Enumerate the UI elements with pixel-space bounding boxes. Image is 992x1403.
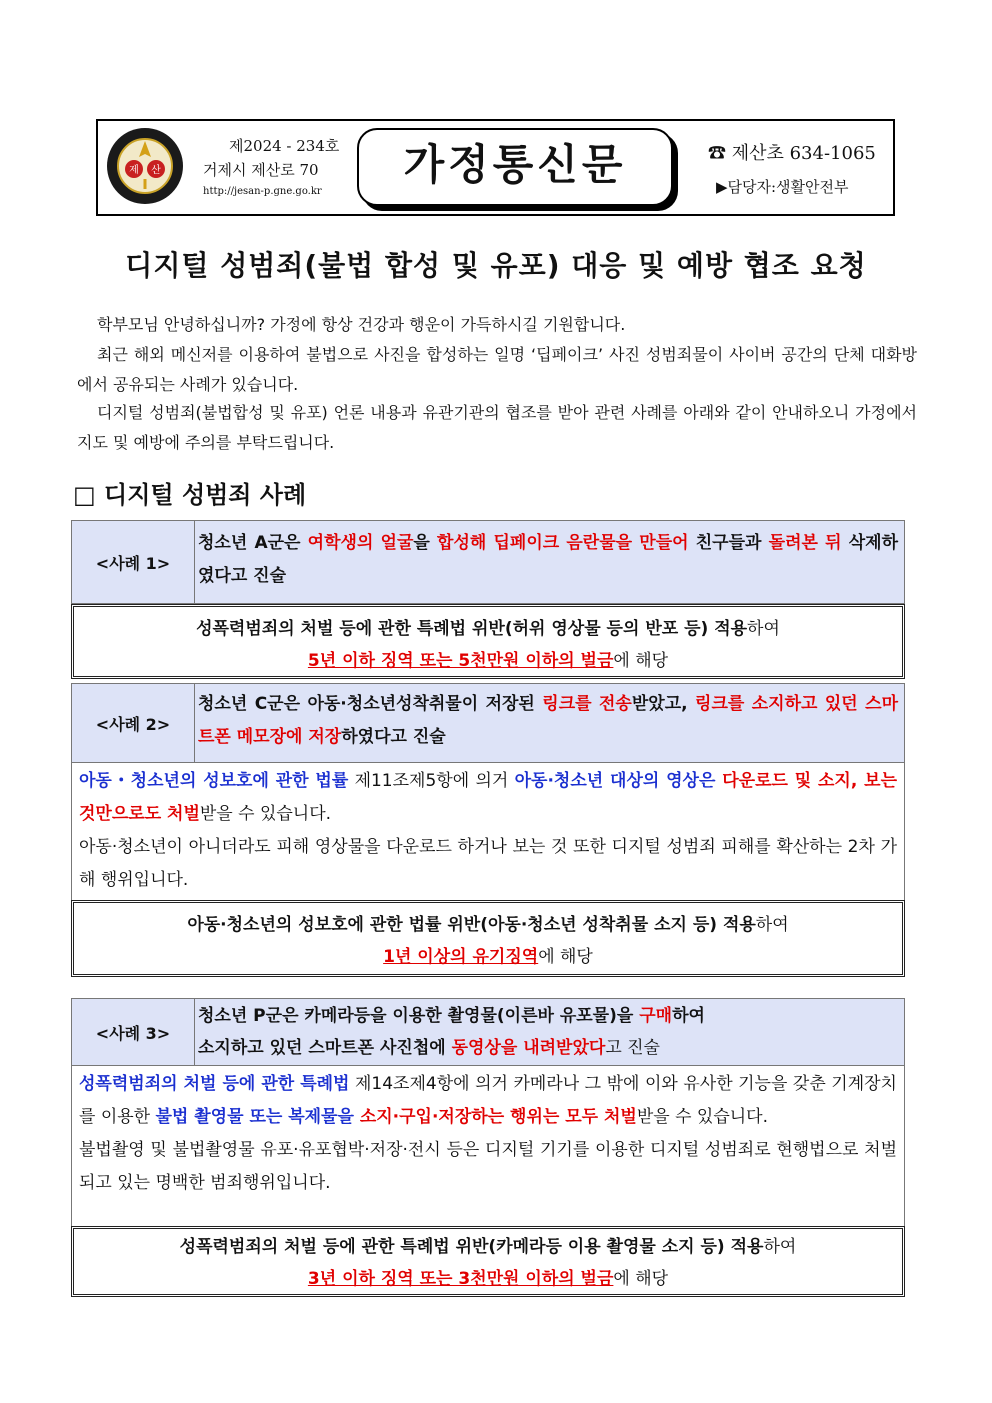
case-1-law-name: 성폭력범죄의 처벌 등에 관한 특례법 위반(허위 영상물 등의 반포 등) 적용 xyxy=(196,619,748,639)
issue-number: 제2024 - 234호 xyxy=(229,137,340,155)
case-3-row xyxy=(71,998,905,1066)
school-phone: ☎ 제산초 634-1065 xyxy=(708,143,876,164)
case-2-law-box: 아동·청소년의 성보호에 관한 법률 위반(아동·청소년 성착취물 소지 등) 적용하여 1년 이상의 유기징역에 해당 xyxy=(71,900,905,977)
case-2-detail: 아동・청소년의 성보호에 관한 법률 제11조제5항에 의거 아동·청소년 대상의 영상은 다운로드 및 소지, 보는 것만으로도 처벌받을 수 있습니다. 아동·청소년이 아니더라도 피해 영상물을 다운로드 하거나 보는 것 또한 디지털 성범죄 피해를 확산하는 2차 가해 행위입니다. xyxy=(71,763,905,900)
case-2-label: <사례 2> xyxy=(72,684,195,762)
case-3-law-box: 성폭력범죄의 처벌 등에 관한 특례법 위반(카메라등 이용 촬영물 소지 등) 적용하여 3년 이하 징역 또는 3천만원 이하의 벌금에 해당 xyxy=(71,1226,905,1297)
case-3-text: 청소년 P군은 카메라등을 이용한 촬영물(이른바 유포물)을 구매하여 소지하고 있던 스마트폰 사진첩에 동영상을 내려받았다고 진술 xyxy=(198,1006,705,1058)
case-1-law-box: 성폭력범죄의 처벌 등에 관한 특례법 위반(허위 영상물 등의 반포 등) 적용하여 5년 이하 징역 또는 5천만원 이하의 벌금에 해당 xyxy=(71,604,905,679)
logo-text-left: 제 xyxy=(129,165,139,176)
case-3-label: <사례 3> xyxy=(72,999,195,1065)
case-1-text: 청소년 A군은 여학생의 얼굴을 합성해 딥페이크 음란물을 만들어 친구들과 돌려본 뒤 삭제하였다고 진술 xyxy=(198,533,898,586)
case-2-row xyxy=(71,683,905,763)
case-2-text: 청소년 C군은 아동·청소년성착취물이 저장된 링크를 전송받았고, 링크를 소지하고 있던 스마트폰 메모장에 저장하였다고 진술 xyxy=(198,694,898,747)
case-2-penalty: 1년 이상의 유기징역 xyxy=(383,947,539,967)
case-1-penalty: 5년 이하 징역 또는 5천만원 이하의 벌금 xyxy=(307,651,614,671)
case-3-penalty: 3년 이하 징역 또는 3천만원 이하의 벌금 xyxy=(307,1269,614,1289)
case-1-row xyxy=(71,520,905,604)
school-address: 거제시 제산로 70 xyxy=(203,161,319,179)
case-2-law-name: 아동·청소년의 성보호에 관한 법률 위반(아동·청소년 성착취물 소지 등) 적용 xyxy=(187,915,756,935)
intro-paragraph-2: 최근 해외 메신저를 이용하여 불법으로 사진을 합성하는 일명 ‘딥페이크’ 사진 성범죄물이 사이버 공간의 단체 대화방에서 공유되는 사례가 있습니다. xyxy=(77,345,917,394)
newsletter-title: 가정통신문 xyxy=(403,140,627,189)
school-url[interactable]: http://jesan-p.gne.go.kr xyxy=(203,186,322,197)
contact-person: ▶담당자:생활안전부 xyxy=(716,178,849,196)
case-3-law-name: 성폭력범죄의 처벌 등에 관한 특례법 위반(카메라등 이용 촬영물 소지 등) 적용 xyxy=(179,1237,764,1257)
intro-paragraph-3: 디지털 성범죄(불법합성 및 유포) 언론 내용과 유관기관의 협조를 받아 관련 사례를 아래와 같이 안내하오니 가정에서 지도 및 예방에 주의를 부탁드립니다. xyxy=(77,403,917,452)
case-3-detail: 성폭력범죄의 처벌 등에 관한 특례법 제14조제4항에 의거 카메라나 그 밖에 이와 유사한 기능을 갖춘 기계장치를 이용한 불법 촬영물 또는 복제물을 소지·구입·저장하는 행위는 모두 처벌받을 수 있습니다. 불법촬영 및 불법촬영물 유포·유포협박·저장·전시 등은 디지털 기기를 이용한 디지털 성범죄로 현행법으로 처벌되고 있는 명백한 범죄행위입니다. xyxy=(71,1066,905,1226)
logo-text-right: 산 xyxy=(151,165,161,176)
case-1-label: <사례 1> xyxy=(72,521,195,603)
school-logo xyxy=(106,127,184,205)
section-title: □ 디지털 성범죄 사례 xyxy=(73,481,307,509)
intro-paragraph-1: 학부모님 안녕하십니까? 가정에 항상 건강과 행운이 가득하시길 기원합니다. xyxy=(97,315,626,334)
document-title: 디지털 성범죄(불법 합성 및 유포) 대응 및 예방 협조 요청 xyxy=(125,249,867,282)
